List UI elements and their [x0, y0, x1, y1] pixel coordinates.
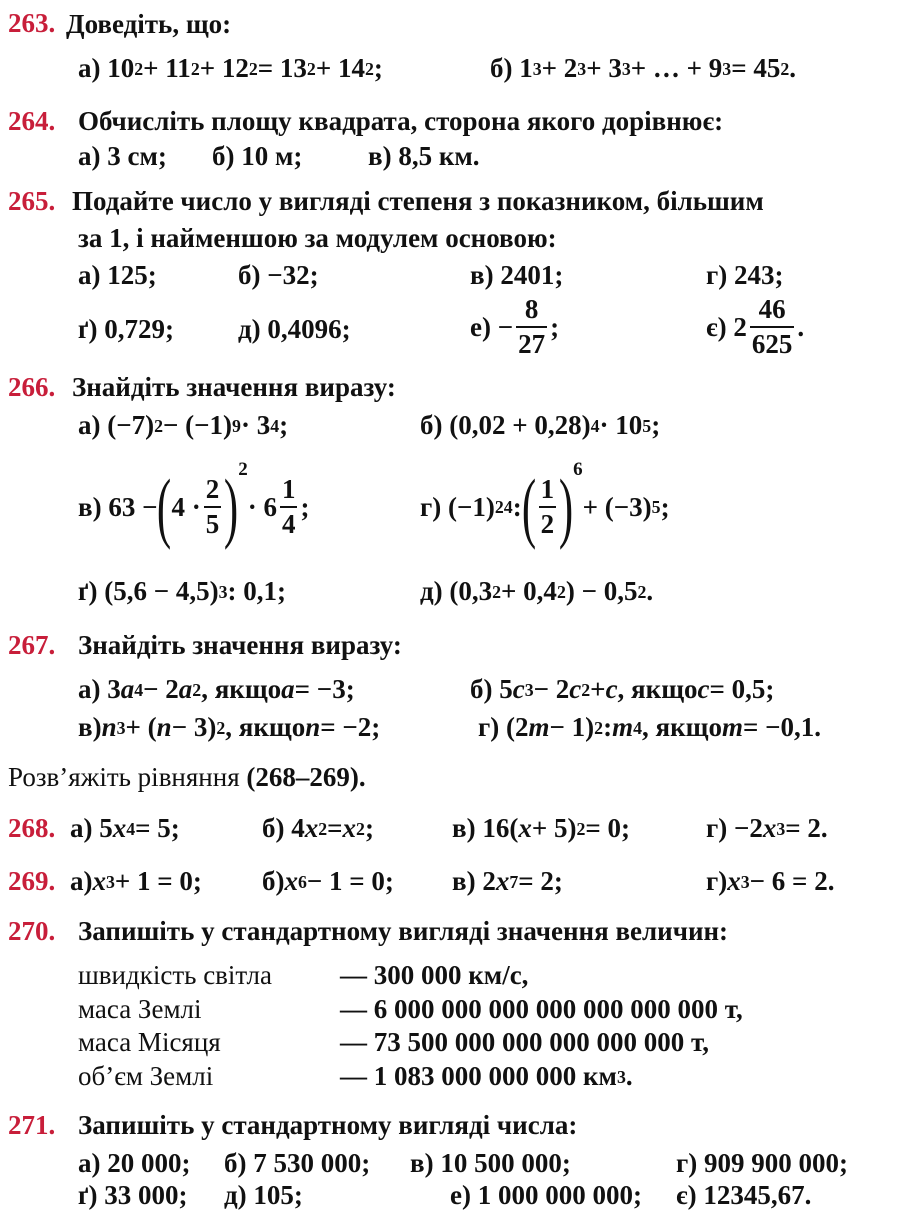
item-266-a: а) (−7) 2 − (−1) 9 · 3 4 ; [78, 410, 289, 440]
item-267-c: в) n 3 + ( n − 3) 2 , якщо n = −2; [78, 712, 381, 742]
quantity-label: об’єм Землі [78, 1061, 214, 1091]
item-271-f: д) 105; [224, 1180, 303, 1210]
item-266-c: в) 63 − ( 4 · 2 5 ) 2 · 6 1 4 ; [78, 459, 310, 550]
problem-statement-line1: Подайте число у вигляді степеня з показником, більшим [72, 186, 764, 216]
problem-statement: Знайдіть значення виразу: [72, 372, 396, 402]
problem-range: (268–269). [246, 762, 366, 792]
problem-statement: Обчисліть площу квадрата, сторона якого дорівнює: [78, 106, 724, 136]
quantity-value: — 1 083 000 000 000 км 3 . [340, 1061, 633, 1091]
item-266-e: ґ) (5,6 − 4,5) 3 : 0,1; [78, 576, 287, 606]
item-271-e: ґ) 33 000; [78, 1180, 188, 1210]
item-269-a: а) x 3 + 1 = 0; [70, 866, 202, 896]
quantity-value: — 300 000 км/с, [340, 960, 529, 990]
item-266-d: г) (−1) 24 : ( 1 2 ) 6 + (−3) 5 ; [420, 459, 670, 550]
instruction-text: Розв’яжіть рівняння [8, 762, 240, 792]
item-268-b: б) 4 x 2 = x 2 ; [262, 813, 374, 843]
item-264-b: б) 10 м; [212, 141, 303, 171]
problem-statement: Знайдіть значення виразу: [78, 630, 402, 660]
item-263-a: а) 10 2 + 11 2 + 12 2 = 13 2 + 14 2 ; [78, 53, 383, 83]
item-268-a: а) 5 x 4 = 5; [70, 813, 180, 843]
problem-statement: Запишіть у стандартному вигляді числа: [78, 1110, 578, 1140]
quantity-value: — 6 000 000 000 000 000 000 000 т, [340, 994, 743, 1024]
problem-number: 264. [8, 106, 56, 136]
problem-statement: Доведіть, що: [66, 9, 232, 39]
item-271-h: є) 12345,67. [676, 1180, 812, 1210]
item-265-c: в) 2401; [470, 260, 564, 290]
problem-number: 270. [8, 916, 56, 946]
item-267-b: б) 5 c 3 − 2 c 2 + c , якщо c = 0,5; [470, 674, 775, 704]
problem-number: 269. [8, 866, 56, 896]
item-265-f: д) 0,4096; [238, 314, 351, 344]
item-268-d: г) −2 x 3 = 2. [706, 813, 828, 843]
item-268-c: в) 16( x + 5) 2 = 0; [452, 813, 631, 843]
quantity-label: маса Землі [78, 994, 202, 1024]
item-271-b: б) 7 530 000; [224, 1148, 371, 1178]
section-instruction [8, 764, 366, 791]
item-266-b: б) (0,02 + 0,28) 4 · 10 5 ; [420, 410, 661, 440]
quantity-label: швидкість світла [78, 960, 273, 990]
item-271-a: а) 20 000; [78, 1148, 191, 1178]
item-266-f: д) (0,3 2 + 0,4 2 ) − 0,5 2 . [420, 576, 654, 606]
item-264-c: в) 8,5 км. [368, 141, 480, 171]
item-267-d: г) (2 m − 1) 2 : m 4 , якщо m = −0,1. [478, 712, 821, 742]
item-267-a: а) 3 a 4 − 2 a 2 , якщо a = −3; [78, 674, 355, 704]
problem-number: 266. [8, 372, 56, 402]
item-269-c: в) 2 x 7 = 2; [452, 866, 563, 896]
item-265-e: ґ) 0,729; [78, 314, 174, 344]
quantity-value: — 73 500 000 000 000 000 000 т, [340, 1027, 709, 1057]
item-269-b: б) x 6 − 1 = 0; [262, 866, 394, 896]
item-269-d: г) x 3 − 6 = 2. [706, 866, 835, 896]
item-271-d: г) 909 900 000; [676, 1148, 848, 1178]
problem-number: 268. [8, 813, 56, 843]
item-264-a: а) 3 см; [78, 141, 167, 171]
item-265-b: б) −32; [238, 260, 319, 290]
problem-statement-line2: за 1, і найменшою за модулем основою: [78, 223, 557, 253]
item-265-d: г) 243; [706, 260, 784, 290]
quantity-label: маса Місяця [78, 1027, 221, 1057]
problem-number: 271. [8, 1110, 56, 1140]
problem-number: 265. [8, 186, 56, 216]
item-271-c: в) 10 500 000; [410, 1148, 571, 1178]
item-265-h: є) 2 46 625 . [706, 294, 805, 359]
problem-number: 263. [8, 8, 56, 38]
item-271-g: е) 1 000 000 000; [450, 1180, 642, 1210]
item-265-g: е) − 8 27 ; [470, 294, 560, 359]
item-265-a: а) 125; [78, 260, 157, 290]
problem-number: 267. [8, 630, 56, 660]
item-263-b: б) 1 3 + 2 3 + 3 3 + … + 9 3 = 45 2 . [490, 53, 796, 83]
problem-statement: Запишіть у стандартному вигляді значення величин: [78, 916, 729, 946]
